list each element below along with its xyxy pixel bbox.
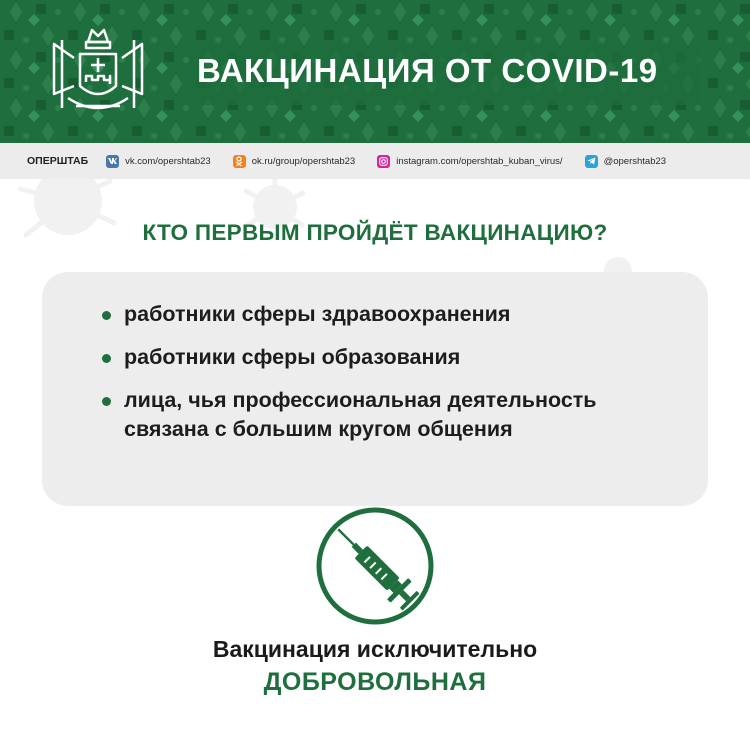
- bullet-icon: [102, 354, 111, 363]
- header-banner: [0, 0, 750, 143]
- odnoklassniki-icon: [233, 155, 246, 168]
- social-link-text: ok.ru/group/opershtab23: [251, 155, 356, 167]
- list-item: [102, 343, 662, 372]
- bullet-icon: [102, 311, 111, 320]
- vk-icon: [106, 155, 119, 168]
- social-link-vk[interactable]: [106, 155, 211, 168]
- krasnodar-coat-of-arms-icon: [48, 24, 148, 120]
- syringe-icon: [308, 506, 442, 626]
- social-link-text: vk.com/opershtab23: [125, 155, 211, 167]
- list-item-text: работники сферы образования: [124, 345, 461, 369]
- voluntary-note-line2: ДОБРОВОЛЬНАЯ: [263, 668, 487, 696]
- list-item: [102, 386, 662, 444]
- social-link-ok[interactable]: [233, 155, 356, 168]
- list-item-text: работники сферы здравоохранения: [124, 302, 511, 326]
- priority-groups-list: [102, 300, 662, 458]
- instagram-icon: [377, 155, 390, 168]
- list-item-text: лица, чья профессиональная деятельность связана с большим кругом общения: [124, 388, 597, 441]
- question-heading: КТО ПЕРВЫМ ПРОЙДЁТ ВАКЦИНАЦИЮ?: [142, 220, 608, 245]
- telegram-icon: [585, 155, 598, 168]
- social-link-telegram[interactable]: [585, 155, 666, 168]
- voluntary-note-line1: Вакцинация исключительно: [212, 636, 538, 662]
- org-name: ОПЕРШТАБ: [27, 155, 89, 167]
- page-title: ВАКЦИНАЦИЯ ОТ COVID-19: [197, 52, 658, 89]
- bullet-icon: [102, 397, 111, 406]
- priority-groups-card: [42, 272, 708, 506]
- list-item: [102, 300, 662, 329]
- social-link-text: instagram.com/opershtab_kuban_virus/: [396, 155, 563, 167]
- social-link-text: @opershtab23: [603, 155, 667, 167]
- social-links-bar: [0, 143, 750, 179]
- social-link-instagram[interactable]: [377, 155, 562, 168]
